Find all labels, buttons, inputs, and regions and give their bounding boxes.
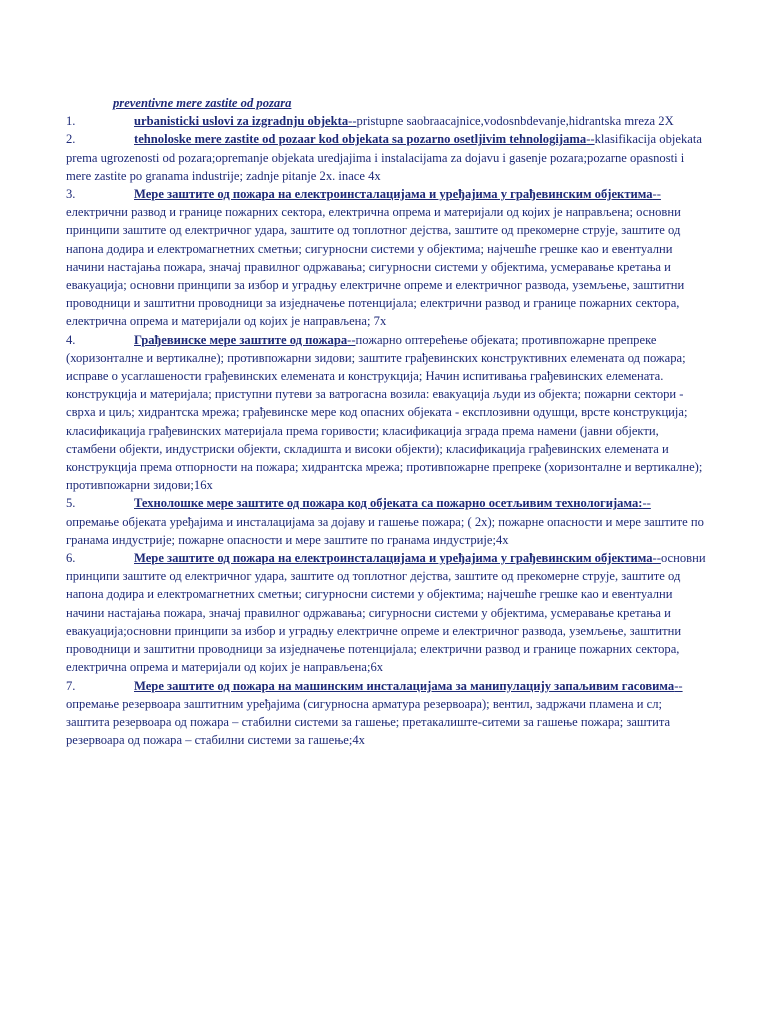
list-item <box>66 494 706 549</box>
item-body: pristupne saobraacajnice,vodosnbdevanje,hidrantska mreza 2X <box>356 114 674 129</box>
item-dash: -- <box>347 332 356 347</box>
item-number: 5. <box>66 496 76 511</box>
item-heading: Грађевинске мере заштите од пожара <box>134 332 348 347</box>
item-body: електрични развод и границе пожарних сектора, електрична опрема и материјали од којих је направљена; основни принципи заштите од електричног удара, заштите од топлотног дејства, заштите од прекомерне струје, заштите од напона додира и електромагнетних сметњи; сигурносни системи у објектима; најчешће грешке као и евентуални начини настајања пожара, значај правилног одржавања; сигурносни системи у објектима, усмеравање кретања и евакуација; основни принципи за избор и уградњу електричне опреме и електричног развода, уземљење, заштитни проводници и заштитни проводници за изједначење потенцијала; електрични развод и границе пожарних сектора, електрична опрема и материјали од којих је направљена; 7x <box>66 205 685 329</box>
item-body: klasifikacija objekata prema ugrozenosti od pozara;opremanje objekata uredjajima i instalacijama za dojavu i gasenje pozara;pozarne opasnosti i mere zastite po granama industrije; zadnje pitanje 2x. inace 4x <box>66 132 702 183</box>
item-heading: Технолошке мере заштите од пожара код објеката са пожарно осетљивим технологијама: <box>134 496 643 511</box>
list-item <box>66 331 706 495</box>
item-body: пожарно оптерећење објеката; противпожарне препреке (хоризонталне и вертикалне); противпожарни зидови; заштите грађевинских конструктивних елемената од пожара; исправе о усаглашености грађевинских елемената и конструкција; Начин испитивања грађевинских елемената. конструкција и материјала; приступни путеви за ватрогасна возила: евакуација људи из објекта; пожарни сектори - сврха и циљ; хидрантска мрежа; грађевинске мере код опасних објеката - експлозивни одушци, врсте конструкција; класификација грађевинских материјала према горивости; класификација зграда према намени (јавни објекти, стамбени објекти, индустриски објекти, складишта и високи објекти); класификација грађевинских елемената и конструкција према отпорности на пожара; хидрантска мрежа; противпожарне препреке (хоризонталне и вертикалне); противпожарни зидови;16x <box>66 332 703 493</box>
item-number: 2. <box>66 132 76 147</box>
item-dash: -- <box>652 551 661 566</box>
item-body: опремање објеката уређајима и инсталацијама за дојаву и гашење пожара; ( 2x); пожарне опасности и мере заштите по гранама индустрије; пожарне опасности и мере заштите по гранама индустрије;4x <box>66 514 704 547</box>
item-heading: Мере заштите од пожара на електроинсталацијама и уређајима у грађевинским објектима <box>134 551 653 566</box>
item-dash: -- <box>674 678 683 693</box>
document-page <box>66 94 706 749</box>
item-heading: Мере заштите од пожара на машинским инсталацијама за манипулацију запаљивим гасовима <box>134 678 675 693</box>
item-number: 1. <box>66 114 76 129</box>
item-dash: -- <box>642 496 651 511</box>
item-dash: -- <box>348 114 357 129</box>
list-item <box>66 549 706 676</box>
item-body: основни принципи заштите од електричног удара, заштите од топлотног дејства, заштите од прекомерне струје, заштите од напона додира и електромагнетних сметњи; сигурносни системи у објектима; најчешће грешке као и евентуални начини настајања пожара, значај правилног одржавања; сигурносни системи у објектима, усмеравање кретања и евакуација;основни принципи за избор и уградњу електричне опреме и електричног развода, уземљење, заштитни проводници и заштитни проводници за изједначење потенцијала; електрични развод и границе пожарних сектора, електрична опрема и материјали од којих је направљена;6x <box>66 551 706 675</box>
list-item <box>66 185 706 331</box>
item-body: опремање резервоара заштитним уређајима (сигурносна арматура резервоара); вентил, задржачи пламена и сл; заштита резервоара од пожара – стабилни системи за гашење; претакалиште-ситеми за гашење пожара; заштита резервоара од пожара – стабилни системи за гашење;4x <box>66 696 671 748</box>
item-heading: tehnoloske mere zastite od pozaar kod objekata sa pozarno osetljivim tehnologijama <box>134 132 587 147</box>
list-item <box>66 677 706 750</box>
item-number: 4. <box>66 332 76 347</box>
item-number: 3. <box>66 187 76 202</box>
item-number: 7. <box>66 678 76 693</box>
list-item <box>66 130 706 185</box>
document-title: preventivne mere zastite od pozara <box>113 96 292 110</box>
item-dash: -- <box>652 187 661 202</box>
item-heading: urbanisticki uslovi za izgradnju objekta <box>134 114 349 129</box>
item-heading: Мере заштите од пожара на електроинсталацијама и уређајима у грађевинским објектима <box>134 187 653 202</box>
list-item <box>66 112 706 130</box>
item-number: 6. <box>66 551 76 566</box>
item-dash: -- <box>586 132 595 147</box>
